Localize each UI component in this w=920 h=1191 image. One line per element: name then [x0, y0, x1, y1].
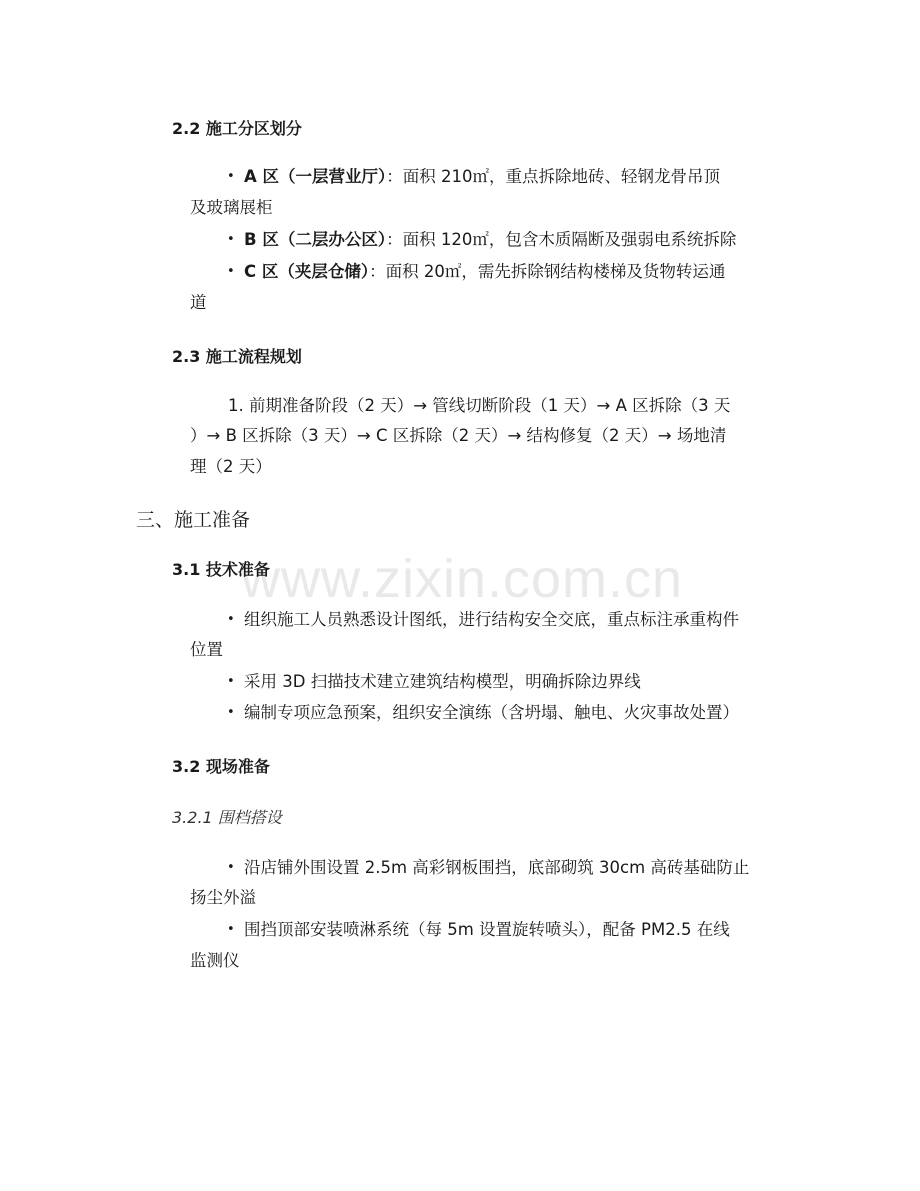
process-line-1: 1. 前期准备阶段（2 天）→ 管线切断阶段（1 天）→ A 区拆除（3 天	[228, 396, 731, 415]
tech-item-1-continuation: 位置	[190, 640, 223, 659]
section-3-2-heading: 3.2 现场准备	[172, 757, 270, 776]
zone-a-text: ：面积 210㎡，重点拆除地砖、轻钢龙骨吊顶	[386, 167, 721, 186]
site-item-1: • 沿店铺外围设置 2.5m 高彩钢板围挡，底部砌筑 30cm 高砖基础防止	[244, 857, 749, 879]
process-line-3: 理（2 天）	[190, 457, 272, 476]
zone-a-continuation: 及玻璃展柜	[190, 198, 273, 217]
list-item-zone-c	[244, 261, 725, 283]
tech-item-2: • 采用 3D 扫描技术建立建筑结构模型，明确拆除边界线	[244, 671, 641, 693]
list-item-zone-a	[244, 166, 720, 188]
zone-a-name: A 区（一层营业厅）	[244, 167, 387, 186]
chapter-3-heading: 三、施工准备	[136, 509, 251, 531]
zone-c-text: ：面积 20㎡，需先拆除钢结构楼梯及货物转运通	[369, 262, 726, 281]
site-item-1-continuation: 扬尘外溢	[190, 888, 256, 907]
zone-c-name: C 区（夹层仓储）	[244, 262, 370, 281]
site-item-2: • 围挡顶部安装喷淋系统（每 5m 设置旋转喷头），配备 PM2.5 在线	[244, 919, 730, 941]
tech-item-3: • 编制专项应急预案，组织安全演练（含坍塌、触电、火灾事故处置）	[244, 702, 739, 724]
section-3-2-1-heading: 3.2.1 围档搭设	[172, 808, 282, 827]
tech-item-1: • 组织施工人员熟悉设计图纸，进行结构安全交底，重点标注承重构件	[244, 609, 739, 631]
site-item-2-continuation: 监测仪	[190, 951, 240, 970]
zone-b-name: B 区（二层办公区）	[244, 230, 387, 249]
process-line-2: ）→ B 区拆除（3 天）→ C 区拆除（2 天）→ 结构修复（2 天）→ 场地清	[190, 426, 727, 445]
section-3-1-heading: 3.1 技术准备	[172, 560, 270, 579]
list-item-zone-b	[244, 229, 736, 251]
watermark: www.zixin.com.cn	[240, 549, 684, 609]
zone-c-continuation: 道	[190, 293, 207, 312]
section-2-2-heading: 2.2 施工分区划分	[172, 119, 302, 138]
zone-b-text: ：面积 120㎡，包含木质隔断及强弱电系统拆除	[386, 230, 737, 249]
section-2-3-heading: 2.3 施工流程规划	[172, 347, 302, 366]
